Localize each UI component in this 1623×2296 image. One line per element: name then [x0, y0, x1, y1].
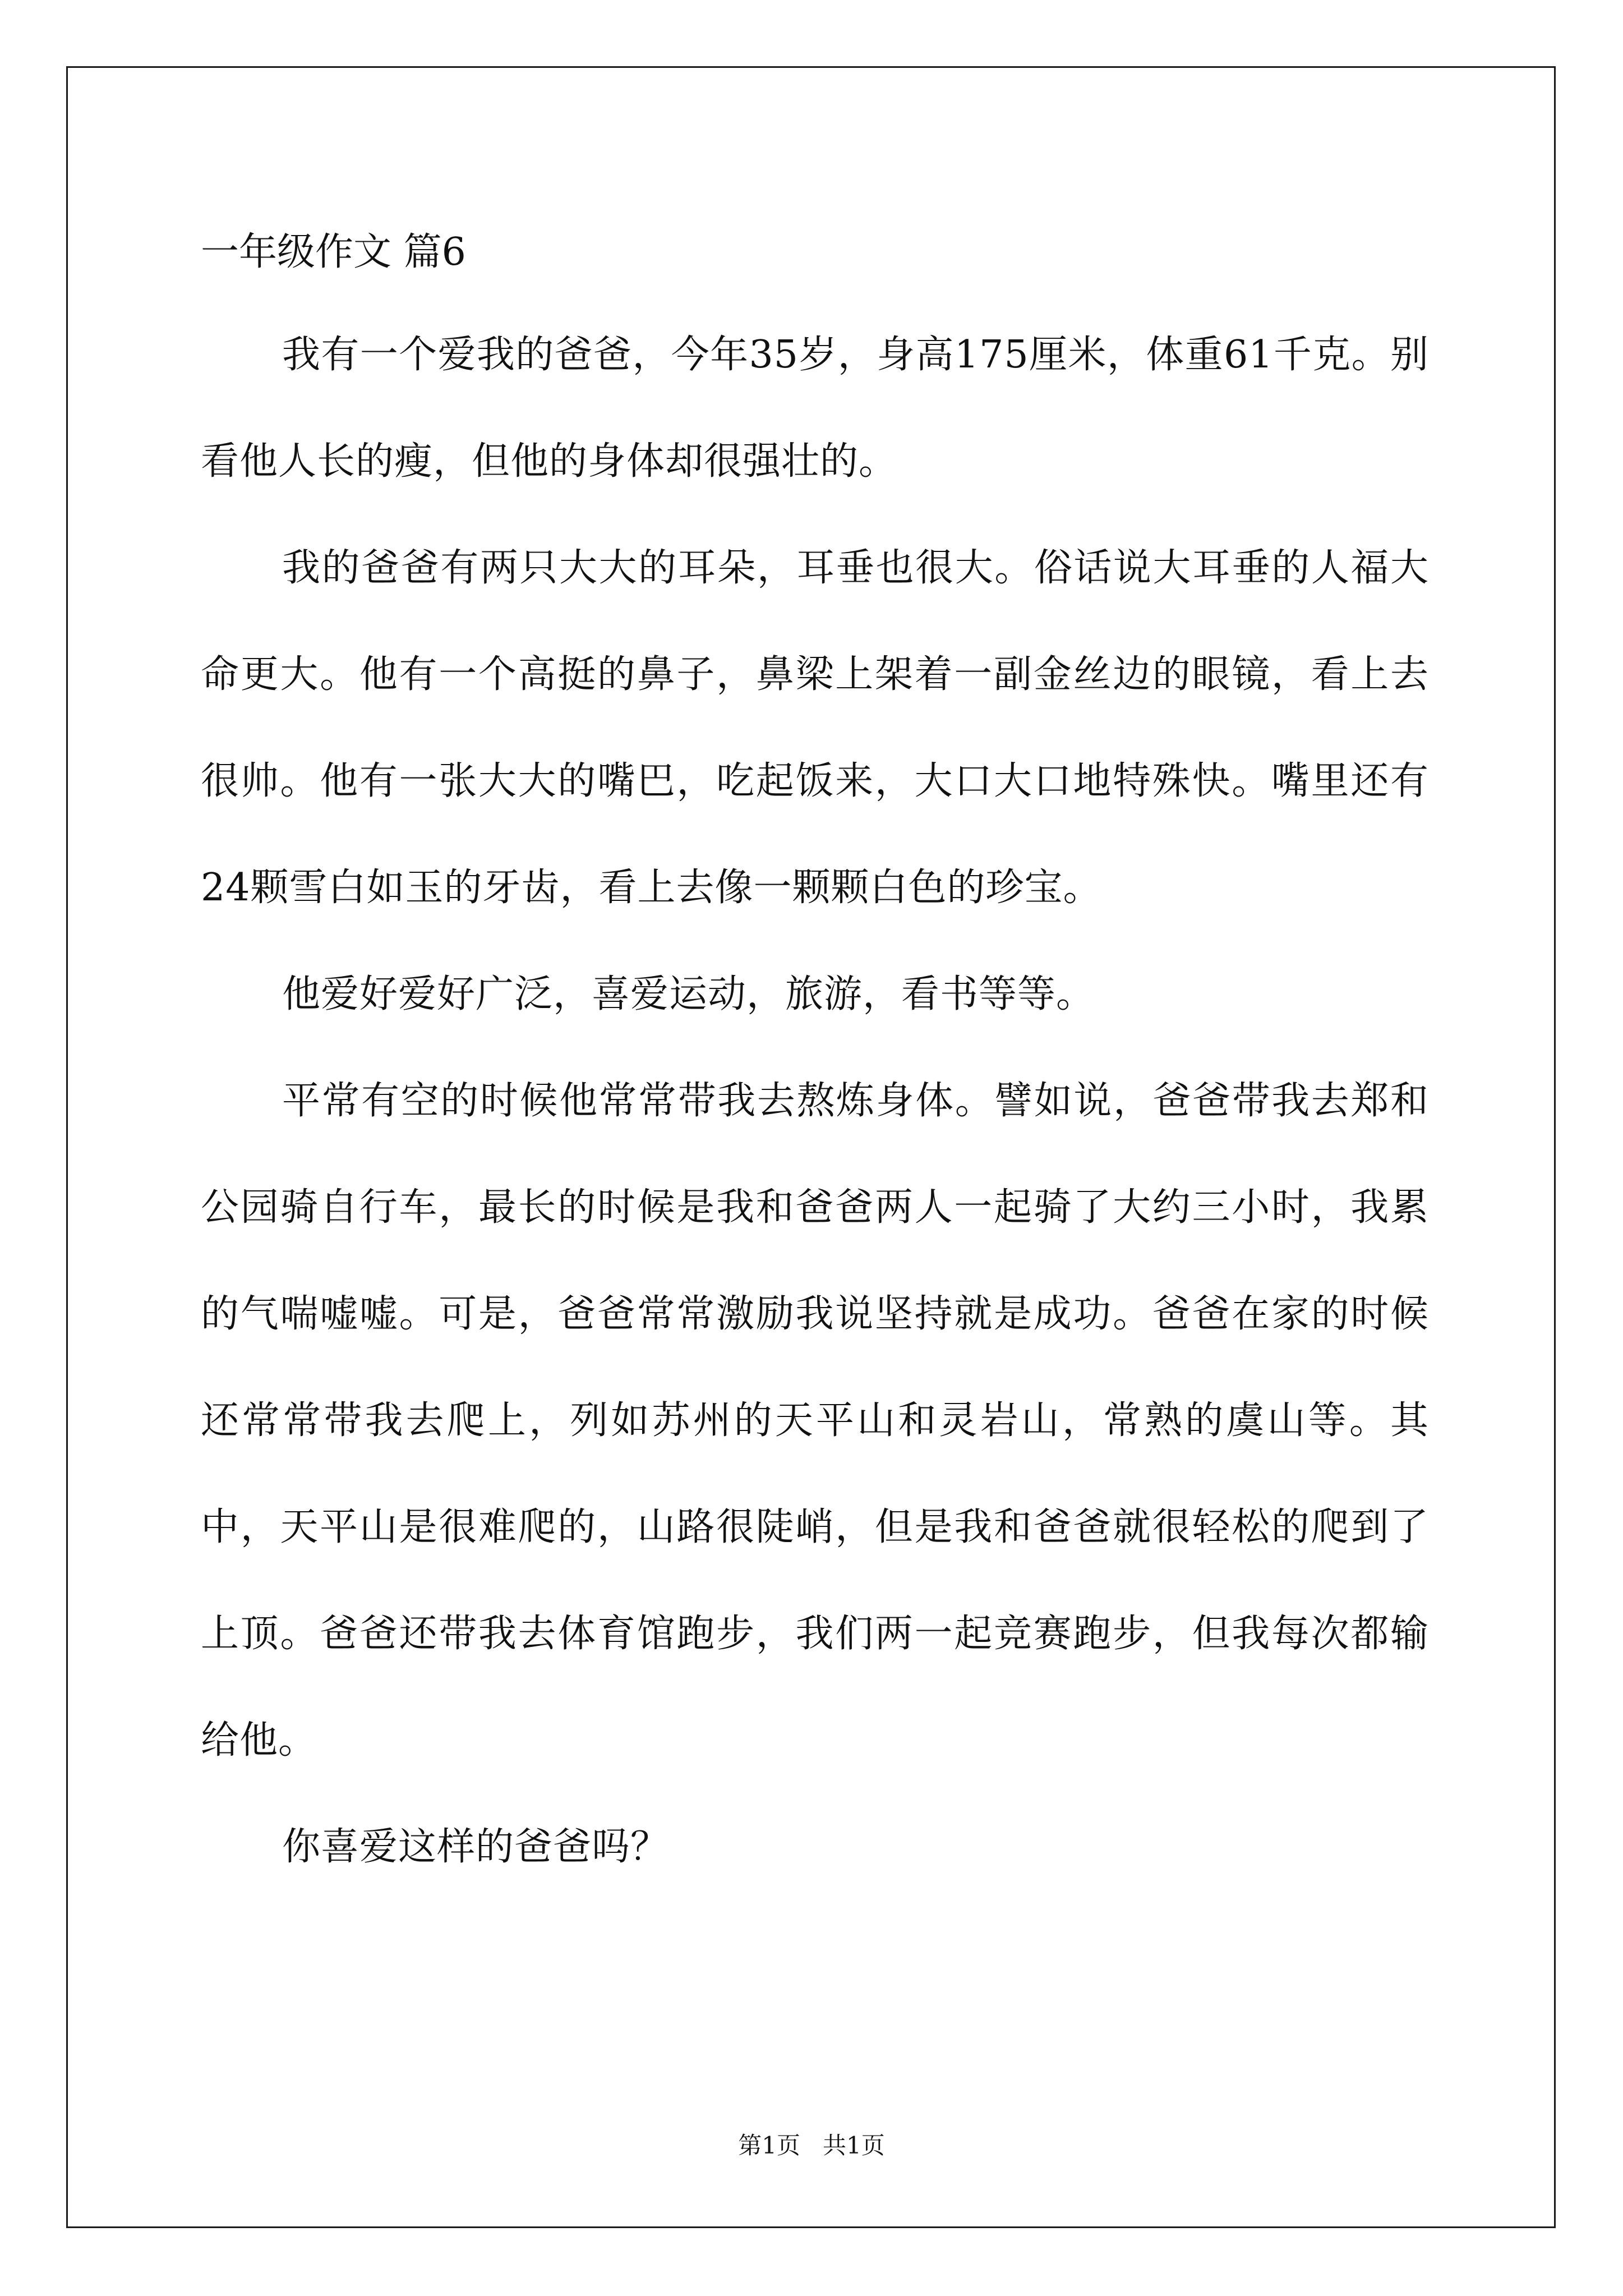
- paragraph-3: 他爱好爱好广泛，喜爱运动，旅游，看书等等。: [282, 972, 1095, 1016]
- paragraph-4: 平常有空的时候他常常带我去熬炼身体。譬如说，爸爸带我去郑和公园骑自行车，最长的时候是我和爸爸两人一起骑了大约三小时，我累的气喘嘘嘘。可是，爸爸常常激励我说坚持就是成功。爸爸在家的时候还常常带我去爬上，列如苏州的天平山和灵岩山，常熟的虞山等。其中，天平山是很难爬的，山路很陡峭，但是我和爸爸就很轻松的爬到了上顶。爸爸还带我去体育馆跑步，我们两一起竞赛跑步，但我每次都输给他。: [201, 1079, 1429, 1763]
- document-body: [201, 224, 1429, 1901]
- paragraph-5: 你喜爱这样的爸爸吗？: [282, 1825, 670, 1869]
- page-footer: 第1页 共1页: [738, 2132, 885, 2159]
- paragraph-2: 我的爸爸有两只大大的耳朵，耳垂也很大。俗话说大耳垂的人福大命更大。他有一个高挺的鼻子，鼻梁上架着一副金丝边的眼镜，看上去很帅。他有一张大大的嘴巴，吃起饭来，大口大口地特殊快。嘴里还有24颗雪白如玉的牙齿，看上去像一颗颗白色的珍宝。: [201, 546, 1429, 910]
- paragraph-1: 我有一个爱我的爸爸，今年35岁，身高175厘米，体重61千克。别看他人长的瘦，但他的身体却很强壮的。: [201, 333, 1429, 484]
- document-title: 一年级作文 篇6: [201, 230, 466, 274]
